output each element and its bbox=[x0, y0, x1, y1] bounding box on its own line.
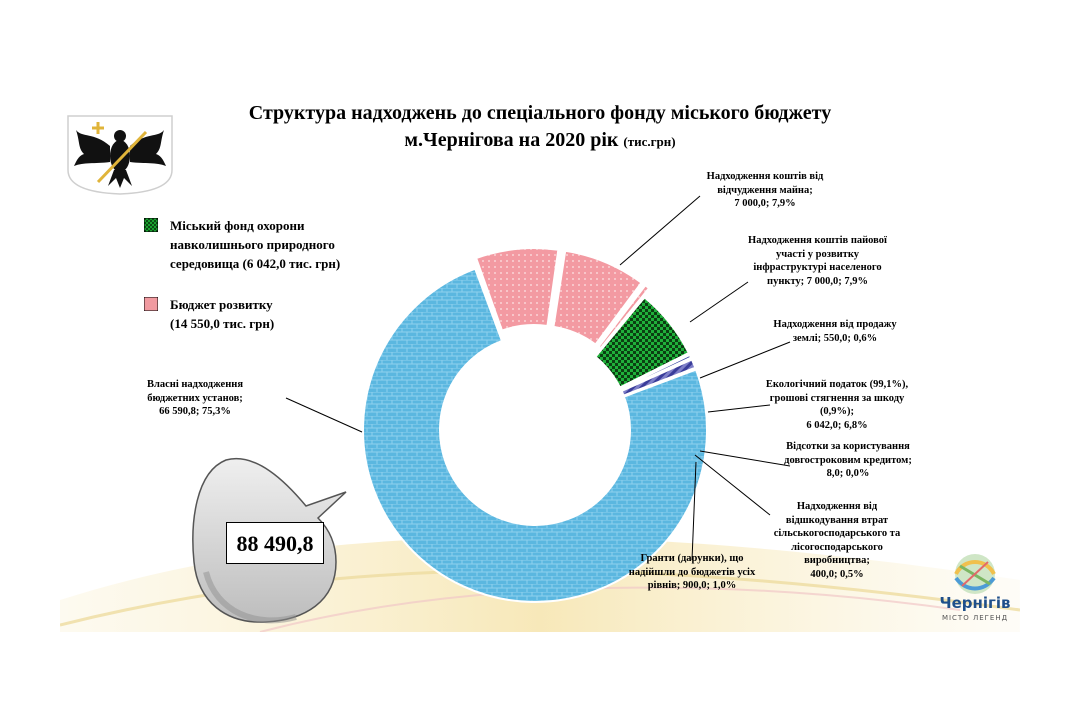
slice-label-0-line-1: відчудження майна; bbox=[717, 184, 813, 196]
slice-label-3-line-0: Екологічний податок (99,1%), bbox=[765, 379, 909, 390]
slice-label-7-line-0: Власні надходження bbox=[146, 379, 244, 390]
slice-label-5-line-3: лісогосподарського bbox=[791, 541, 883, 553]
leader-line-0 bbox=[620, 196, 700, 265]
slice-label-2-line-0: Надходження від продажу bbox=[773, 319, 897, 330]
legend-eco-line3: середовища (6 042,0 тис. грн) bbox=[170, 256, 341, 271]
slice-label-7-line-2: 66 590,8; 75,3% bbox=[159, 406, 231, 417]
slice-label-5-line-1: відшкодування втрат bbox=[785, 514, 889, 526]
total-value-box: 88 490,8 bbox=[226, 522, 324, 564]
leader-line-5 bbox=[695, 455, 770, 515]
legend-dev-line1: Бюджет розвитку bbox=[170, 297, 273, 312]
slice-label-4 bbox=[768, 440, 928, 481]
slice-label-1-line-1: участі у розвитку bbox=[776, 248, 859, 260]
slice-label-1-line-0: Надходження коштів пайової bbox=[748, 235, 887, 246]
legend-eco-line1: Міський фонд охорони bbox=[170, 218, 305, 233]
slice-label-4-line-2: 8,0; 0,0% bbox=[826, 468, 870, 479]
slice-label-7-line-1: бюджетних установ; bbox=[147, 392, 243, 404]
title-line2: м.Чернігова на 2020 рік bbox=[404, 129, 619, 151]
slice-label-4-line-1: довгостроковим кредитом; bbox=[784, 454, 912, 466]
legend-eco-line2: навколишнього природного bbox=[170, 237, 335, 252]
slice-label-5-line-5: 400,0; 0,5% bbox=[810, 568, 864, 580]
slice-label-7 bbox=[130, 378, 260, 419]
title-unit: (тис.грн) bbox=[623, 134, 676, 149]
slice-label-0-line-2: 7 000,0; 7,9% bbox=[734, 198, 796, 209]
slice-label-0-line-0: Надходження коштів від bbox=[706, 171, 824, 182]
slice-label-5-line-4: виробництва; bbox=[804, 555, 870, 566]
slice-label-1 bbox=[735, 234, 900, 288]
slice-label-6-line-2: рівнів; 900,0; 1,0% bbox=[647, 580, 737, 591]
slice-label-6-line-0: Гранти (дарунки), що bbox=[640, 553, 744, 564]
slice-label-1-line-2: інфраструктурі населеного bbox=[753, 262, 882, 273]
slice-label-1-line-3: пункту; 7 000,0; 7,9% bbox=[767, 275, 868, 287]
slice-label-5 bbox=[762, 500, 912, 581]
slice-label-5-line-2: сільськогосподарського та bbox=[773, 528, 901, 539]
leader-line-2 bbox=[700, 342, 790, 378]
title-line1: Структура надходжень до спеціального фонду міського бюджету bbox=[248, 102, 832, 124]
slice-label-3 bbox=[752, 378, 922, 432]
logo-name: Чернігів bbox=[939, 594, 1011, 612]
slice-label-4-line-0: Відсотки за користування bbox=[786, 441, 910, 452]
slice-label-2-line-1: землі; 550,0; 0,6% bbox=[792, 332, 878, 344]
chernihiv-logo-icon bbox=[944, 552, 1006, 596]
legend-dev-line2: (14 550,0 тис. грн) bbox=[170, 316, 275, 331]
slice-label-2 bbox=[755, 318, 915, 345]
slice-label-3-line-1: грошові стягнення за шкоду bbox=[769, 392, 905, 404]
slice-label-6 bbox=[617, 552, 767, 593]
leader-line-7 bbox=[286, 398, 362, 432]
leader-line-1 bbox=[690, 282, 748, 322]
logo-tagline: МІСТО ЛЕГЕНД bbox=[941, 614, 1009, 622]
slice-label-3-line-2: (0,9%); bbox=[819, 406, 855, 417]
slice-label-3-line-3: 6 042,0; 6,8% bbox=[806, 419, 868, 431]
slice-label-5-line-0: Надходження від bbox=[796, 501, 878, 512]
slice-label-6-line-1: надійшли до бюджетів усіх bbox=[628, 566, 756, 578]
slice-label-0 bbox=[690, 170, 840, 211]
